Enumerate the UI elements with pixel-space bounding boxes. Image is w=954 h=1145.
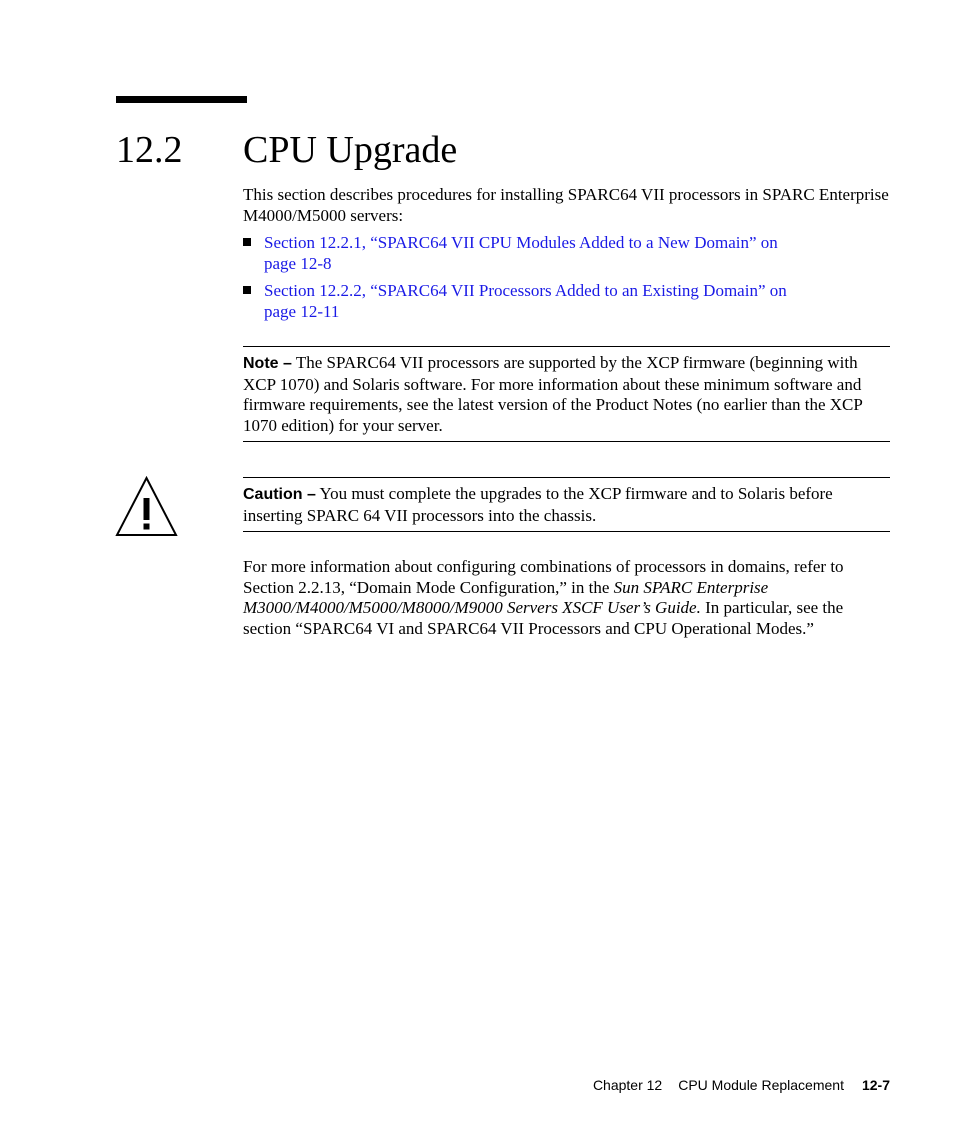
caution-block [243,484,893,526]
link-section-12-2-1[interactable]: Section 12.2.1, “SPARC64 VII CPU Modules Added to a New Domain” on page 12-8 [264,233,778,273]
section-heading-rule [116,96,247,103]
warning-triangle-icon [115,476,178,538]
footer-title: CPU Module Replacement [678,1077,844,1093]
page-footer [593,1077,890,1093]
caution-text: You must complete the upgrades to the XCP firmware and to Solaris before inserting SPARC 64 VII processors into the chassis. [243,484,833,525]
list-item [243,281,893,322]
link-section-12-2-2[interactable]: Section 12.2.2, “SPARC64 VII Processors Added to an Existing Domain” on page 12-11 [264,281,787,321]
square-bullet-icon [243,238,251,246]
paragraph-text-after: In particular, see the section “SPARC64 VI and SPARC64 VII Processors and CPU Operational Modes.” [243,598,844,638]
cross-reference-list [243,233,893,329]
paragraph-text-before: For more information about configuring combinations of processors in domains, refer to Section 2.2.13, “Domain Mode Configuration,” in the [243,557,844,597]
caution-top-divider [243,477,890,478]
body-paragraph [243,557,893,639]
list-item [243,233,893,274]
caution-label: Caution – [243,486,316,503]
book-title: Sun SPARC Enterprise M3000/M4000/M5000/M8000/M9000 Servers XSCF User’s Guide. [243,577,769,617]
square-bullet-icon [243,286,251,294]
note-top-divider [243,346,890,347]
section-title: CPU Upgrade [243,129,458,171]
note-bottom-divider [243,441,890,442]
intro-paragraph: This section describes procedures for installing SPARC64 VII processors in SPARC Enterprise M4000/M5000 servers: [243,185,889,225]
footer-chapter: Chapter 12 [592,1077,663,1093]
note-block [243,353,893,436]
note-label: Note – [243,355,292,372]
note-text: The SPARC64 VII processors are supported by the XCP firmware (beginning with XCP 1070) and Solaris software. For more information about these minimum software and firmware requirements, see the latest version of the Product Notes (no earlier than the XCP 1070 edition) for your server. [243,353,863,435]
page-number: 12-7 [861,1077,890,1093]
section-number: 12.2 [116,129,183,171]
caution-bottom-divider [243,531,890,532]
